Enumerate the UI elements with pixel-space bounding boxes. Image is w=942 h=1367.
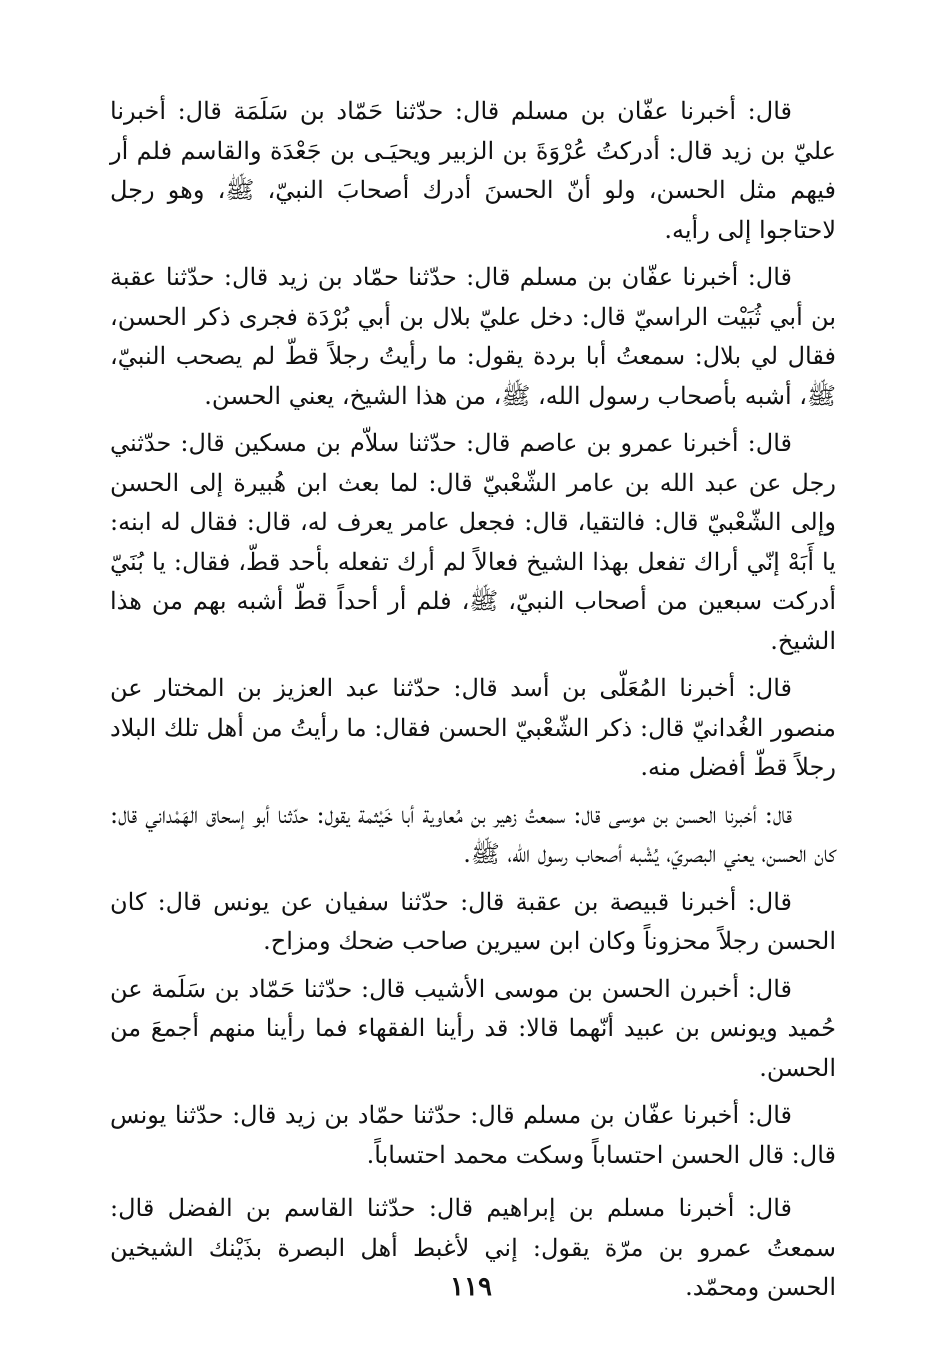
book-page-text — [110, 92, 836, 1316]
paragraph-4: قال: أخبرنا المُعَلّى بن أسد قال: حدّثنا عبد العزيز بن المختار عن منصور الغُدانيّ قال: ذكر الشّعْبيّ الحسن فقال: ما رأيتُ من أهل تلك البلاد رجلاً قطّ أفضل منه. — [110, 674, 836, 781]
paragraph-1: قال: أخبرنا عفّان بن مسلم قال: حدّثنا حَمّاد بن سَلَمَة قال: أخبرنا عليّ بن زيد قال: أدركتُ عُرْوَةَ بن الزبير ويحيَـى بن جَعْدَة والقاسم فلم أر فيهم مثل الحسن، ولو أنّ الحسنَ أدرك أصحابَ النبيّ، ﷺ، وهو رجل لاحتاجوا إلى رأيه. — [110, 97, 836, 244]
paragraph-5: قال: أخبرنا الحسن بن موسى قال: سمعتُ زهير بن مُعاوية أبا خَيْثمة يقول: حدّثنا أبو إسحاق الهَمْداني قال: كان الحسن، يعني البصريّ، يُشْبه أصحاب رسول الله، ﷺ. — [110, 800, 836, 868]
paragraph-8: قال: أخبرنا عفّان بن مسلم قال: حدّثنا حمّاد بن زيد قال: حدّثنا يونس قال: قال الحسن احتساباً وسكت محمد احتساباً. — [110, 1101, 836, 1169]
page-number: ١١٩ — [450, 1272, 492, 1302]
paragraph-9: قال: أخبرنا مسلم بن إبراهيم قال: حدّثنا القاسم بن الفضل قال: سمعتُ عمرو بن مرّة يقول: إني لأغبط أهل البصرة بذَيْنك الشيخين الحسن ومحمّد. — [110, 1194, 836, 1301]
paragraph-2: قال: أخبرنا عفّان بن مسلم قال: حدّثنا حمّاد بن زيد قال: حدّثنا عقبة بن أبي ثُبَيْت الراسيّ قال: دخل عليّ بلال بن أبي بُرْدَة فجرى ذكر الحسن، فقال لي بلال: سمعتُ أبا بردة يقول: ما رأيتُ رجلاً قطّ لم يصحب النبيّ، ﷺ، أشبه بأصحاب رسول الله، ﷺ، من هذا الشيخ، يعني الحسن. — [110, 263, 837, 410]
paragraph-7: قال: أخبرن الحسن بن موسى الأشيب قال: حدّثنا حَمّاد بن سَلَمة عن حُميد ويونس بن عبيد أنّهما قالا: قد رأينا الفقهاء فما رأينا منهم أجمعَ من الحسن. — [110, 974, 836, 1082]
paragraph-6: قال: أخبرنا قبيصة بن عقبة قال: حدّثنا سفيان عن يونس قال: كان الحسن رجلاً محزوناً وكان ابن سيرين صاحب ضحك ومزاح. — [110, 887, 836, 955]
paragraph-3: قال: أخبرنا عمرو بن عاصم قال: حدّثنا سلاّم بن مسكين قال: حدّثني رجل عن عبد الله بن عامر الشّعْبيّ قال: لما بعث ابن هُبيرة إلى الحسن وإلى الشّعْبيّ قال: فالتقيا، قال: فجعل عامر يعرف له، قال: فقال له ابنه: يا أَبَهْ إنّي أراك تفعل بهذا الشيخ فعالاً لم أرك تفعله بأحد قطّ، فقال: يا بُنَيّ أدركت سبعين من أصحاب النبيّ، ﷺ، فلم أر أحداً قطّ أشبه بهم من هذا الشيخ. — [110, 429, 836, 655]
